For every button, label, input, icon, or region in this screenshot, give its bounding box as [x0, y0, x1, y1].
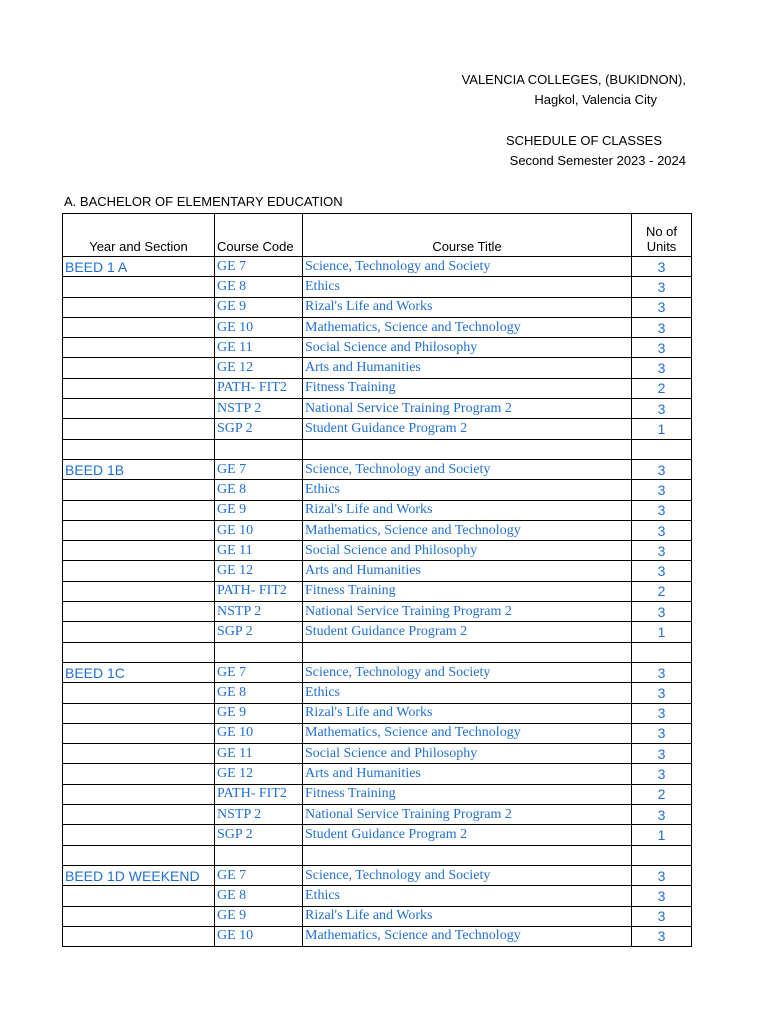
course-code-cell: SGP 2 — [215, 419, 303, 439]
spacer-row — [63, 439, 692, 459]
units-cell: 3 — [632, 561, 692, 581]
empty-cell — [303, 439, 632, 459]
year-section-cell — [63, 723, 215, 743]
course-code-cell: GE 7 — [215, 865, 303, 885]
table-row — [63, 480, 692, 500]
course-code-cell: GE 8 — [215, 886, 303, 906]
year-section-cell — [63, 358, 215, 378]
table-row — [63, 805, 692, 825]
year-section-cell — [63, 561, 215, 581]
course-title-cell: National Service Training Program 2 — [303, 602, 632, 622]
table-row — [63, 459, 692, 479]
course-code-cell: GE 12 — [215, 358, 303, 378]
table-row — [63, 500, 692, 520]
table-row — [63, 399, 692, 419]
year-section-cell — [63, 805, 215, 825]
year-section-cell — [63, 602, 215, 622]
course-title-cell: Mathematics, Science and Technology — [303, 723, 632, 743]
units-cell: 3 — [632, 277, 692, 297]
units-cell: 3 — [632, 520, 692, 540]
course-code-cell: GE 9 — [215, 906, 303, 926]
course-title-cell: Social Science and Philosophy — [303, 541, 632, 561]
year-section-cell — [63, 683, 215, 703]
units-cell: 3 — [632, 399, 692, 419]
course-title-cell: Ethics — [303, 683, 632, 703]
course-code-cell: PATH- FIT2 — [215, 378, 303, 398]
course-code-cell: GE 8 — [215, 277, 303, 297]
table-row — [63, 338, 692, 358]
course-title-cell: National Service Training Program 2 — [303, 399, 632, 419]
header-course-title: Course Title — [303, 214, 632, 257]
empty-cell — [632, 642, 692, 662]
course-code-cell: GE 7 — [215, 257, 303, 277]
table-row — [63, 358, 692, 378]
course-title-cell: National Service Training Program 2 — [303, 805, 632, 825]
units-cell: 3 — [632, 886, 692, 906]
table-row — [63, 317, 692, 337]
course-title-cell: Student Guidance Program 2 — [303, 825, 632, 845]
units-cell: 3 — [632, 257, 692, 277]
year-section-cell — [63, 419, 215, 439]
units-cell: 1 — [632, 419, 692, 439]
table-row — [63, 257, 692, 277]
year-section-cell — [63, 297, 215, 317]
course-code-cell: GE 11 — [215, 541, 303, 561]
course-code-cell: GE 9 — [215, 500, 303, 520]
course-title-cell: Fitness Training — [303, 784, 632, 804]
header-course-code: Course Code — [215, 214, 303, 257]
course-title-cell: Science, Technology and Society — [303, 865, 632, 885]
year-section-cell: BEED 1D WEEKEND — [63, 865, 215, 885]
institution-address: Hagkol, Valencia City — [534, 92, 657, 107]
course-title-cell: Mathematics, Science and Technology — [303, 317, 632, 337]
course-code-cell: GE 7 — [215, 459, 303, 479]
course-title-cell: Arts and Humanities — [303, 358, 632, 378]
units-cell: 3 — [632, 703, 692, 723]
units-cell: 3 — [632, 744, 692, 764]
header-year-section: Year and Section — [63, 214, 215, 257]
course-title-cell: Rizal's Life and Works — [303, 297, 632, 317]
units-cell: 2 — [632, 581, 692, 601]
course-code-cell: NSTP 2 — [215, 805, 303, 825]
course-title-cell: Ethics — [303, 480, 632, 500]
course-code-cell: GE 9 — [215, 703, 303, 723]
course-code-cell: GE 7 — [215, 662, 303, 682]
document-header — [430, 70, 686, 171]
table-row — [63, 378, 692, 398]
schedule-table — [62, 213, 692, 947]
course-code-cell: SGP 2 — [215, 622, 303, 642]
course-title-cell: Ethics — [303, 277, 632, 297]
units-cell: 1 — [632, 825, 692, 845]
course-code-cell: GE 10 — [215, 926, 303, 946]
course-code-cell: GE 12 — [215, 561, 303, 581]
empty-cell — [215, 642, 303, 662]
units-cell: 3 — [632, 480, 692, 500]
year-section-cell — [63, 480, 215, 500]
course-title-cell: Ethics — [303, 886, 632, 906]
units-cell: 3 — [632, 805, 692, 825]
year-section-cell: BEED 1 A — [63, 257, 215, 277]
course-title-cell: Science, Technology and Society — [303, 662, 632, 682]
empty-cell — [303, 845, 632, 865]
table-row — [63, 561, 692, 581]
year-section-cell — [63, 378, 215, 398]
empty-cell — [63, 439, 215, 459]
course-title-cell: Arts and Humanities — [303, 561, 632, 581]
units-cell: 2 — [632, 378, 692, 398]
empty-cell — [63, 845, 215, 865]
units-cell: 2 — [632, 784, 692, 804]
units-cell: 3 — [632, 338, 692, 358]
course-title-cell: Fitness Training — [303, 581, 632, 601]
table-row — [63, 784, 692, 804]
year-section-cell — [63, 784, 215, 804]
year-section-cell — [63, 399, 215, 419]
course-title-cell: Mathematics, Science and Technology — [303, 520, 632, 540]
units-cell: 3 — [632, 500, 692, 520]
course-title-cell: Social Science and Philosophy — [303, 338, 632, 358]
table-row — [63, 906, 692, 926]
year-section-cell — [63, 906, 215, 926]
table-row — [63, 683, 692, 703]
year-section-cell — [63, 744, 215, 764]
units-cell: 3 — [632, 906, 692, 926]
course-title-cell: Rizal's Life and Works — [303, 703, 632, 723]
units-cell: 3 — [632, 297, 692, 317]
course-title-cell: Rizal's Life and Works — [303, 906, 632, 926]
year-section-cell: BEED 1C — [63, 662, 215, 682]
course-title-cell: Social Science and Philosophy — [303, 744, 632, 764]
table-header-row — [63, 214, 692, 257]
empty-cell — [303, 642, 632, 662]
course-code-cell: NSTP 2 — [215, 602, 303, 622]
table-row — [63, 541, 692, 561]
table-row — [63, 723, 692, 743]
course-code-cell: GE 11 — [215, 338, 303, 358]
units-cell: 3 — [632, 541, 692, 561]
year-section-cell — [63, 703, 215, 723]
course-title-cell: Student Guidance Program 2 — [303, 419, 632, 439]
course-code-cell: GE 8 — [215, 480, 303, 500]
units-cell: 1 — [632, 622, 692, 642]
course-title-cell: Rizal's Life and Works — [303, 500, 632, 520]
table-row — [63, 602, 692, 622]
table-row — [63, 297, 692, 317]
units-cell: 3 — [632, 358, 692, 378]
empty-cell — [63, 642, 215, 662]
empty-cell — [215, 439, 303, 459]
course-code-cell: GE 9 — [215, 297, 303, 317]
units-cell: 3 — [632, 865, 692, 885]
table-row — [63, 744, 692, 764]
course-title-cell: Mathematics, Science and Technology — [303, 926, 632, 946]
table-row — [63, 703, 692, 723]
course-code-cell: GE 8 — [215, 683, 303, 703]
spacer-row — [63, 845, 692, 865]
course-code-cell: PATH- FIT2 — [215, 581, 303, 601]
empty-cell — [215, 845, 303, 865]
course-code-cell: GE 12 — [215, 764, 303, 784]
year-section-cell — [63, 926, 215, 946]
course-title-cell: Science, Technology and Society — [303, 459, 632, 479]
header-units — [632, 214, 692, 257]
table-row — [63, 764, 692, 784]
table-row — [63, 277, 692, 297]
course-code-cell: GE 10 — [215, 520, 303, 540]
year-section-cell — [63, 825, 215, 845]
course-title-cell: Fitness Training — [303, 378, 632, 398]
table-row — [63, 622, 692, 642]
spacer-row — [63, 642, 692, 662]
course-code-cell: NSTP 2 — [215, 399, 303, 419]
table-row — [63, 865, 692, 885]
course-code-cell: GE 11 — [215, 744, 303, 764]
year-section-cell — [63, 541, 215, 561]
course-code-cell: PATH- FIT2 — [215, 784, 303, 804]
year-section-cell: BEED 1B — [63, 459, 215, 479]
course-code-cell: SGP 2 — [215, 825, 303, 845]
units-cell: 3 — [632, 683, 692, 703]
units-cell: 3 — [632, 317, 692, 337]
table-row — [63, 886, 692, 906]
course-code-cell: GE 10 — [215, 723, 303, 743]
empty-cell — [632, 439, 692, 459]
table-row — [63, 520, 692, 540]
units-cell: 3 — [632, 926, 692, 946]
year-section-cell — [63, 500, 215, 520]
institution-name: VALENCIA COLLEGES, (BUKIDNON), — [461, 72, 686, 87]
year-section-cell — [63, 317, 215, 337]
header-units-line2: Units — [646, 239, 677, 254]
empty-cell — [632, 845, 692, 865]
year-section-cell — [63, 338, 215, 358]
course-code-cell: GE 10 — [215, 317, 303, 337]
table-body — [63, 257, 692, 947]
program-title: A. BACHELOR OF ELEMENTARY EDUCATION — [64, 194, 343, 209]
header-units-line1: No of — [645, 224, 678, 239]
units-cell: 3 — [632, 459, 692, 479]
course-title-cell: Arts and Humanities — [303, 764, 632, 784]
year-section-cell — [63, 764, 215, 784]
units-cell: 3 — [632, 723, 692, 743]
year-section-cell — [63, 886, 215, 906]
table-row — [63, 662, 692, 682]
year-section-cell — [63, 520, 215, 540]
units-cell: 3 — [632, 602, 692, 622]
year-section-cell — [63, 622, 215, 642]
year-section-cell — [63, 581, 215, 601]
year-section-cell — [63, 277, 215, 297]
term-label: Second Semester 2023 - 2024 — [509, 153, 686, 168]
table-row — [63, 581, 692, 601]
units-cell: 3 — [632, 764, 692, 784]
course-title-cell: Student Guidance Program 2 — [303, 622, 632, 642]
table-row — [63, 419, 692, 439]
table-row — [63, 926, 692, 946]
units-cell: 3 — [632, 662, 692, 682]
document-title: SCHEDULE OF CLASSES — [505, 133, 662, 148]
table-row — [63, 825, 692, 845]
course-title-cell: Science, Technology and Society — [303, 257, 632, 277]
